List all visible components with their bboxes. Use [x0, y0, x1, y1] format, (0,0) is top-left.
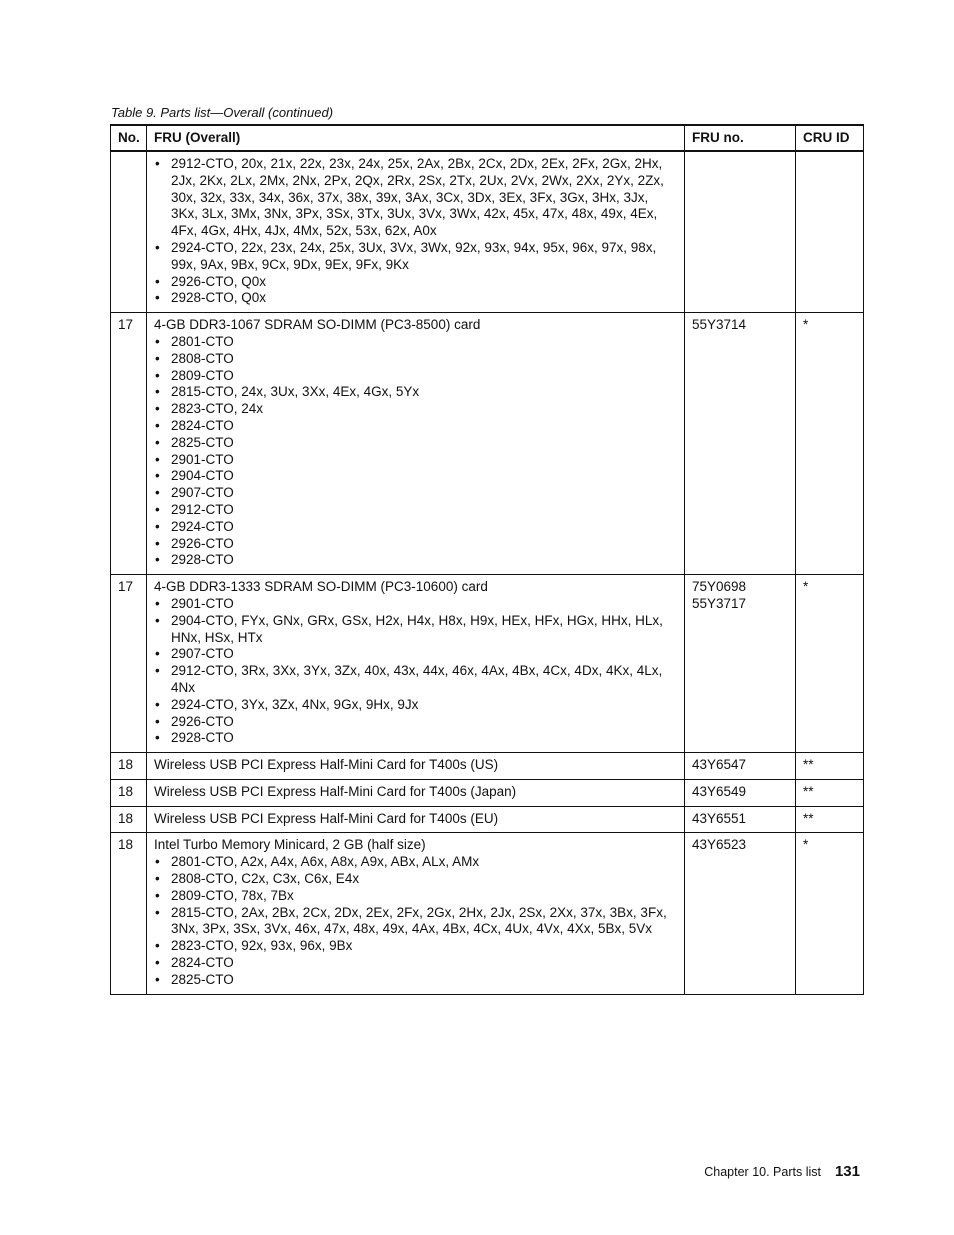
- page-footer: [704, 1163, 860, 1180]
- model-list-item: • 2825-CTO: [154, 972, 677, 989]
- cell-cru-id: *: [796, 313, 864, 575]
- model-list-item: • 2801-CTO: [154, 334, 677, 351]
- footer-chapter: Chapter 10. Parts list: [704, 1165, 821, 1179]
- fru-number: 75Y0698: [692, 579, 747, 595]
- cell-fru-no: [685, 575, 796, 753]
- model-list-item: • 2907-CTO: [154, 485, 677, 502]
- cell-fru: [147, 833, 685, 994]
- cell-no: 17: [111, 313, 147, 575]
- fru-title: Wireless USB PCI Express Half-Mini Card for T400s (US): [154, 757, 499, 773]
- model-list: [154, 596, 677, 747]
- model-list-item: • 2824-CTO: [154, 418, 677, 435]
- table-header-row: [111, 125, 864, 151]
- table-row: [111, 806, 864, 833]
- cell-no: 18: [111, 779, 147, 806]
- cell-fru: [147, 575, 685, 753]
- model-list-item: • 2928-CTO: [154, 730, 677, 747]
- cell-fru-no: [685, 313, 796, 575]
- cell-cru-id: **: [796, 806, 864, 833]
- model-list-item: • 2809-CTO, 78x, 7Bx: [154, 888, 677, 905]
- fru-title: 4-GB DDR3-1333 SDRAM SO-DIMM (PC3-10600) card: [154, 579, 488, 595]
- cell-no: 17: [111, 575, 147, 753]
- cell-fru-no: [685, 779, 796, 806]
- model-list-item: • 2912-CTO: [154, 502, 677, 519]
- cell-no: 18: [111, 806, 147, 833]
- cell-fru-no: [685, 151, 796, 313]
- cell-fru: [147, 151, 685, 313]
- table-caption: Table 9. Parts list—Overall (continued): [111, 105, 334, 120]
- table-row: [111, 313, 864, 575]
- cell-fru: [147, 806, 685, 833]
- cell-cru-id: *: [796, 833, 864, 994]
- cell-no: [111, 151, 147, 313]
- cell-fru: [147, 779, 685, 806]
- cell-fru-no: [685, 753, 796, 780]
- table-row: [111, 833, 864, 994]
- fru-number: 43Y6523: [692, 837, 747, 853]
- fru-title: Intel Turbo Memory Minicard, 2 GB (half size): [154, 837, 426, 853]
- table-row: [111, 575, 864, 753]
- fru-number: 43Y6551: [692, 810, 747, 826]
- cell-cru-id: [796, 151, 864, 313]
- cell-cru-id: **: [796, 779, 864, 806]
- model-list: [154, 334, 677, 569]
- model-list-item: • 2801-CTO, A2x, A4x, A6x, A8x, A9x, ABx, ALx, AMx: [154, 854, 677, 871]
- model-list-item: • 2824-CTO: [154, 955, 677, 972]
- header-fru: FRU (Overall): [147, 125, 685, 151]
- model-list-item: • 2904-CTO: [154, 468, 677, 485]
- table-row: [111, 753, 864, 780]
- model-list: [154, 156, 677, 307]
- table-row: [111, 779, 864, 806]
- fru-number: 43Y6547: [692, 757, 747, 773]
- fru-number: 43Y6549: [692, 783, 747, 799]
- model-list-item: • 2928-CTO, Q0x: [154, 290, 677, 307]
- header-fru-no: FRU no.: [685, 125, 796, 151]
- model-list: [154, 854, 677, 988]
- model-list-item: • 2924-CTO: [154, 519, 677, 536]
- header-cru-id: CRU ID: [796, 125, 864, 151]
- fru-title: Wireless USB PCI Express Half-Mini Card for T400s (Japan): [154, 783, 517, 799]
- model-list-item: • 2926-CTO: [154, 714, 677, 731]
- cell-fru: [147, 753, 685, 780]
- fru-title: 4-GB DDR3-1067 SDRAM SO-DIMM (PC3-8500) card: [154, 317, 481, 333]
- model-list-item: • 2904-CTO, FYx, GNx, GRx, GSx, H2x, H4x, H8x, H9x, HEx, HFx, HGx, HHx, HLx, HNx, HSx, HTx: [154, 613, 677, 647]
- model-list-item: • 2901-CTO: [154, 596, 677, 613]
- model-list-item: • 2924-CTO, 22x, 23x, 24x, 25x, 3Ux, 3Vx, 3Wx, 92x, 93x, 94x, 95x, 96x, 97x, 98x, 99x, 9Ax, 9Bx, 9Cx, 9Dx, 9Ex, 9Fx, 9Kx: [154, 240, 677, 274]
- model-list-item: • 2808-CTO, C2x, C3x, C6x, E4x: [154, 871, 677, 888]
- fru-number: 55Y3714: [692, 317, 747, 333]
- cell-cru-id: **: [796, 753, 864, 780]
- model-list-item: • 2912-CTO, 20x, 21x, 22x, 23x, 24x, 25x, 2Ax, 2Bx, 2Cx, 2Dx, 2Ex, 2Fx, 2Gx, 2Hx, 2Jx, 2Kx, 2Lx, 2Mx, 2Nx, 2Px, 2Qx, 2Rx, 2Sx, 2Tx, 2Ux, 2Vx, 2Wx, 2Xx, 2Yx, 2Zx, 30x, 32x, 33x, 34x, 36x, 37x, 38x, 39x, 3Ax, 3Cx, 3Dx, 3Ex, 3Fx, 3Gx, 3Hx, 3Jx, 3Kx, 3Lx, 3Mx, 3Nx, 3Px, 3Sx, 3Tx, 3Ux, 3Vx, 3Wx, 42x, 45x, 47x, 48x, 49x, 4Ex, 4Fx, 4Gx, 4Hx, 4Jx, 4Mx, 52x, 53x, 62x, A0x: [154, 156, 677, 240]
- cell-cru-id: *: [796, 575, 864, 753]
- cell-fru-no: [685, 833, 796, 994]
- parts-table: [110, 124, 864, 995]
- model-list-item: • 2907-CTO: [154, 646, 677, 663]
- model-list-item: • 2823-CTO, 92x, 93x, 96x, 9Bx: [154, 938, 677, 955]
- model-list-item: • 2928-CTO: [154, 552, 677, 569]
- cell-fru: [147, 313, 685, 575]
- table-body: [111, 151, 864, 994]
- model-list-item: • 2823-CTO, 24x: [154, 401, 677, 418]
- model-list-item: • 2815-CTO, 2Ax, 2Bx, 2Cx, 2Dx, 2Ex, 2Fx, 2Gx, 2Hx, 2Jx, 2Sx, 2Xx, 37x, 3Bx, 3Fx, 3Nx, 3Px, 3Sx, 3Vx, 46x, 47x, 48x, 49x, 4Ax, 4Bx, 4Cx, 4Ux, 4Vx, 4Xx, 5Bx, 5Vx: [154, 905, 677, 939]
- cell-fru-no: [685, 806, 796, 833]
- header-no: No.: [111, 125, 147, 151]
- table-row: [111, 151, 864, 313]
- model-list-item: • 2901-CTO: [154, 452, 677, 469]
- model-list-item: • 2809-CTO: [154, 368, 677, 385]
- model-list-item: • 2924-CTO, 3Yx, 3Zx, 4Nx, 9Gx, 9Hx, 9Jx: [154, 697, 677, 714]
- model-list-item: • 2926-CTO: [154, 536, 677, 553]
- model-list-item: • 2808-CTO: [154, 351, 677, 368]
- cell-no: 18: [111, 833, 147, 994]
- model-list-item: • 2912-CTO, 3Rx, 3Xx, 3Yx, 3Zx, 40x, 43x, 44x, 46x, 4Ax, 4Bx, 4Cx, 4Dx, 4Kx, 4Lx, 4Nx: [154, 663, 677, 697]
- fru-number: 55Y3717: [692, 595, 747, 611]
- model-list-item: • 2815-CTO, 24x, 3Ux, 3Xx, 4Ex, 4Gx, 5Yx: [154, 384, 677, 401]
- cell-no: 18: [111, 753, 147, 780]
- fru-title: Wireless USB PCI Express Half-Mini Card for T400s (EU): [154, 810, 499, 826]
- page-number: 131: [834, 1163, 860, 1180]
- model-list-item: • 2825-CTO: [154, 435, 677, 452]
- model-list-item: • 2926-CTO, Q0x: [154, 274, 677, 291]
